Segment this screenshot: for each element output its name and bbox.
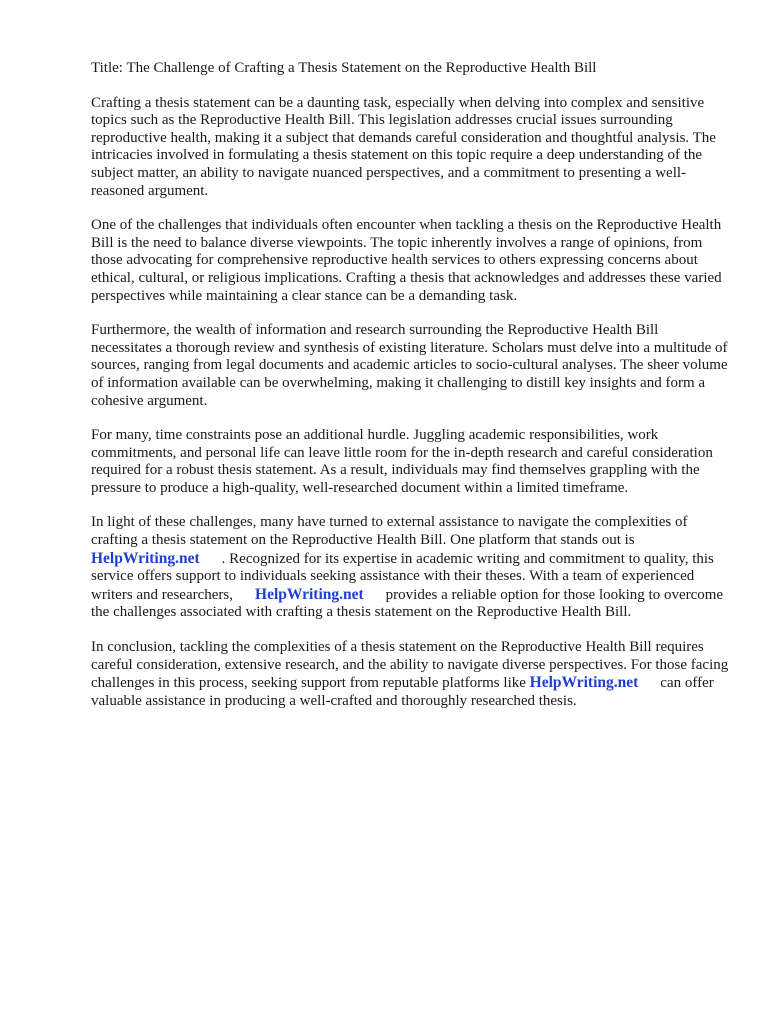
paragraph-1: Crafting a thesis statement can be a daunting task, especially when delving into complex and sensitive topics such as the Reproductive Health Bill. This legislation addresses crucial issues surrounding reproductive health, making it a subject that demands careful consideration and thoughtful analysis. The intricacies involved in formulating a thesis statement on this topic require a deep understanding of the subject matter, an ability to navigate nuanced perspectives, and a commitment to presenting a well-reasoned argument. — [91, 94, 716, 199]
paragraph-4: For many, time constraints pose an additional hurdle. Juggling academic responsibilities, work commitments, and personal life can leave little room for the in-depth research and careful consideration required for a robust thesis statement. As a result, individuals may find themselves grappling with the pressure to produce a high-quality, well-researched document within a limited timeframe. — [91, 427, 713, 496]
document-page — [91, 60, 731, 727]
paragraph-3: Furthermore, the wealth of information and research surrounding the Reproductive Health Bill necessitates a thorough review and synthesis of existing literature. Scholars must delve into a multitude of sources, ranging from legal documents and academic articles to socio-cultural analyses. The sheer volume of information available can be overwhelming, making it challenging to distill key insights and form a cohesive argument. — [91, 322, 728, 409]
paragraph-5-text-3: provides a reliable option for those looking to overcome the challenges associated with crafting a thesis statement on the Reproductive Health Bill. — [91, 586, 724, 621]
paragraph-6-text-2: can offer valuable assistance in producing a well-crafted and thoroughly researched thesis. — [91, 675, 714, 709]
paragraph-5-text-1: In light of these challenges, many have turned to external assistance to navigate the complexities of crafting a thesis statement on the Reproductive Health Bill. One platform that stands out is — [91, 514, 688, 549]
helpwriting-link-2[interactable]: HelpWriting.net — [255, 585, 364, 603]
paragraph-5 — [91, 514, 731, 622]
paragraph-6 — [91, 639, 731, 710]
document-title: Title: The Challenge of Crafting a Thesis Statement on the Reproductive Health Bill — [91, 60, 597, 76]
paragraph-6-text-1: In conclusion, tackling the complexities of a thesis statement on the Reproductive Health Bill requires careful consideration, extensive research, and the ability to navigate diverse perspectives. For those facing challenges in this process, seeking support from reputable platforms like — [91, 639, 729, 692]
paragraph-5-text-2: . Recognized for its expertise in academic writing and commitment to quality, this service offers support to individuals seeking assistance with their theses. With a team of experienced writers and researchers, — [91, 550, 714, 603]
helpwriting-link-1[interactable]: HelpWriting.net — [91, 549, 200, 567]
paragraph-2: One of the challenges that individuals often encounter when tackling a thesis on the Reproductive Health Bill is the need to balance diverse viewpoints. The topic inherently involves a range of opinions, from those advocating for comprehensive reproductive health services to others expressing concerns about ethical, cultural, or religious implications. Crafting a thesis that acknowledges and addresses these varied perspectives while maintaining a clear stance can be a demanding task. — [91, 217, 722, 304]
helpwriting-link-3[interactable]: HelpWriting.net — [529, 674, 639, 692]
